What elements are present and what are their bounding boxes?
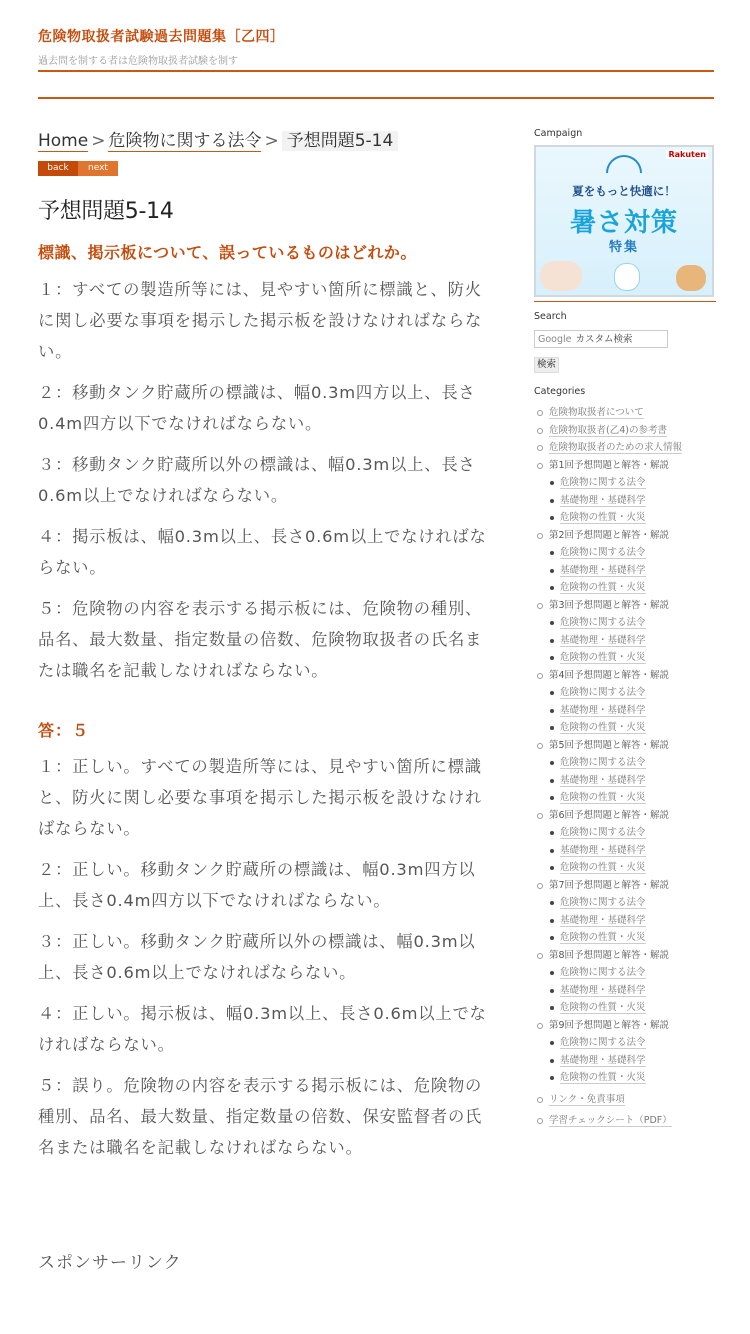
category-subitem-link[interactable]: 危険物に関する法令 (560, 617, 646, 628)
breadcrumb-home-link[interactable]: Home (38, 131, 89, 151)
explanation-3: ３：正しい。移動タンク貯蔵所以外の標識は、幅0.3m以上、長さ0.6m以上でなければならない。 (38, 932, 476, 983)
category-subitem[interactable] (534, 982, 716, 1000)
category-subitem-link[interactable]: 危険物に関する法令 (560, 967, 646, 978)
category-subitem-link[interactable]: 危険物に関する法令 (560, 897, 646, 908)
category-subitem-link[interactable]: 基礎物理・基礎科学 (560, 914, 646, 926)
category-subitem-link[interactable]: 危険物の性質・火災 (560, 792, 646, 803)
sponsor-link-heading: スポンサーリンク (38, 1253, 182, 1273)
post-pager (38, 161, 498, 176)
breadcrumb-separator: > (91, 131, 106, 151)
category-subitem-link[interactable]: 危険物の性質・火災 (560, 932, 646, 943)
category-section[interactable] (534, 947, 716, 965)
category-subitem-link[interactable]: 基礎物理・基礎科学 (560, 774, 646, 786)
category-subitem-link[interactable]: 基礎物理・基礎科学 (560, 704, 646, 716)
category-subitem-link[interactable]: 危険物の性質・火災 (560, 1072, 646, 1083)
category-subitem[interactable] (534, 702, 716, 720)
dog-illustration (676, 265, 706, 291)
back-button[interactable]: back (38, 161, 78, 176)
category-subitem[interactable] (534, 912, 716, 930)
answer-label: 答：５ (38, 721, 90, 741)
categories-list (534, 404, 716, 1130)
category-subitem[interactable] (534, 562, 716, 580)
category-section-label[interactable]: 第1回予想問題と解答・解説 (549, 459, 670, 471)
campaign-banner[interactable] (534, 145, 714, 297)
category-subitem[interactable] (534, 999, 716, 1017)
category-section-label[interactable]: 第4回予想問題と解答・解説 (549, 669, 670, 681)
category-subitem[interactable] (534, 929, 716, 947)
category-section[interactable] (534, 527, 716, 545)
checksheet-pdf-link[interactable]: 学習チェックシート（PDF） (549, 1115, 672, 1126)
category-subitem[interactable] (534, 719, 716, 737)
search-input[interactable] (534, 330, 668, 348)
category-subitem-link[interactable]: 基礎物理・基礎科学 (560, 634, 646, 646)
banner-line-1: 夏をもっと快適に！ (572, 184, 676, 198)
category-section-label[interactable]: 第8回予想問題と解答・解説 (549, 949, 670, 961)
breadcrumb-separator: > (264, 131, 279, 151)
explanation-5: ５：誤り。危険物の内容を表示する掲示板には、危険物の種別、品名、最大数量、指定数量の倍数、保安監督者の氏名または職名を記載しなければならない。 (38, 1076, 483, 1158)
category-section[interactable] (534, 457, 716, 475)
question-text: 標識、掲示板について、誤っているものはどれか。 (38, 243, 417, 262)
category-subitem[interactable] (534, 859, 716, 877)
person-illustration (540, 261, 582, 291)
option-5: ５：危険物の内容を表示する掲示板には、危険物の種別、品名、最大数量、指定数量の倍数、危険物取扱者の氏名または職名を記載しなければならない。 (38, 599, 483, 681)
category-link[interactable]: 危険物取扱者について (549, 407, 644, 418)
category-subitem-link[interactable]: 基礎物理・基礎科学 (560, 564, 646, 576)
category-section-label[interactable]: 第5回予想問題と解答・解説 (549, 739, 670, 751)
category-item[interactable] (534, 1112, 716, 1130)
header-divider-bottom (38, 97, 714, 99)
category-subitem[interactable] (534, 1052, 716, 1070)
category-section[interactable] (534, 737, 716, 755)
bear-icon (614, 263, 640, 291)
rakuten-logo: Rakuten (668, 150, 706, 159)
category-section[interactable] (534, 667, 716, 685)
category-subitem[interactable] (534, 492, 716, 510)
breadcrumb-category-link[interactable]: 危険物に関する法令 (108, 131, 262, 151)
category-subitem-link[interactable]: 危険物に関する法令 (560, 757, 646, 768)
category-subitem-link[interactable]: 基礎物理・基礎科学 (560, 844, 646, 856)
category-section-label[interactable]: 第2回予想問題と解答・解説 (549, 529, 670, 541)
site-title-link[interactable]: 危険物取扱者試験過去問題集［乙四］ (38, 29, 285, 45)
category-subitem[interactable] (534, 544, 716, 562)
category-subitem-link[interactable]: 危険物の性質・火災 (560, 652, 646, 663)
category-section-label[interactable]: 第6回予想問題と解答・解説 (549, 809, 670, 821)
category-subitem-link[interactable]: 危険物の性質・火災 (560, 862, 646, 873)
option-1: １：すべての製造所等には、見やすい箇所に標識と、防火に関し必要な事項を掲示した掲示板を設けなければならない。 (38, 280, 483, 362)
category-section-label[interactable]: 第3回予想問題と解答・解説 (549, 599, 670, 611)
banner-line-2: 暑さ対策 (569, 208, 678, 238)
search-button[interactable]: 検索 (534, 357, 559, 373)
sun-icon (606, 155, 642, 173)
option-3: ３：移動タンク貯蔵所以外の標識は、幅0.3m以上、長さ0.6m以上でなければならない。 (38, 455, 476, 506)
category-subitem[interactable] (534, 1069, 716, 1087)
category-subitem[interactable] (534, 579, 716, 597)
search-placeholder: カスタム検索 (575, 334, 633, 345)
category-subitem[interactable] (534, 894, 716, 912)
option-4: ４：掲示板は、幅0.3m以上、長さ0.6m以上でなければならない。 (38, 527, 487, 578)
category-section[interactable] (534, 597, 716, 615)
category-section-label[interactable]: 第7回予想問題と解答・解説 (549, 879, 670, 891)
category-subitem-link[interactable]: 危険物に関する法令 (560, 1037, 646, 1048)
category-subitem-link[interactable]: 基礎物理・基礎科学 (560, 984, 646, 996)
category-subitem[interactable] (534, 754, 716, 772)
breadcrumb-current: 予想問題5-14 (282, 131, 399, 151)
category-item[interactable] (534, 439, 716, 457)
category-item[interactable] (534, 422, 716, 440)
category-subitem-link[interactable]: 基礎物理・基礎科学 (560, 1054, 646, 1066)
site-header (38, 26, 714, 67)
explanation-2: ２：正しい。移動タンク貯蔵所の標識は、幅0.3m四方以上、長さ0.4m四方以下でなければならない。 (38, 860, 476, 911)
category-subitem-link[interactable]: 危険物の性質・火災 (560, 722, 646, 733)
category-subitem[interactable] (534, 842, 716, 860)
category-subitem[interactable] (534, 824, 716, 842)
banner-line-3: 特集 (608, 240, 639, 255)
category-subitem[interactable] (534, 649, 716, 667)
category-subitem-link[interactable]: 危険物の性質・火災 (560, 582, 646, 593)
category-link[interactable]: 危険物取扱者(乙4)の参考書 (549, 424, 667, 436)
category-subitem[interactable] (534, 474, 716, 492)
categories-widget-title: Categories (534, 386, 586, 397)
category-subitem[interactable] (534, 684, 716, 702)
category-subitem-link[interactable]: 基礎物理・基礎科学 (560, 494, 646, 506)
option-2: ２：移動タンク貯蔵所の標識は、幅0.3m四方以上、長さ0.4m四方以下でなければならない。 (38, 383, 476, 434)
header-divider-top (38, 70, 714, 72)
next-button[interactable]: next (78, 161, 118, 176)
category-item[interactable] (534, 404, 716, 422)
category-subitem-link[interactable]: 危険物に関する法令 (560, 547, 646, 558)
category-subitem[interactable] (534, 789, 716, 807)
category-section[interactable] (534, 807, 716, 825)
category-subitem[interactable] (534, 964, 716, 982)
site-description: 過去問を制する者は危険物取扱者試験を制す (38, 56, 238, 67)
sidebar-divider (534, 301, 716, 302)
category-subitem[interactable] (534, 614, 716, 632)
category-subitem-link[interactable]: 危険物に関する法令 (560, 827, 646, 838)
category-subitem-link[interactable]: 危険物の性質・火災 (560, 1002, 646, 1013)
explanation-1: １：正しい。すべての製造所等には、見やすい箇所に標識と、防火に関し必要な事項を掲示した掲示板を設けなければならない。 (38, 757, 483, 839)
category-subitem-link[interactable]: 危険物に関する法令 (560, 477, 646, 488)
category-subitem-link[interactable]: 危険物に関する法令 (560, 687, 646, 698)
category-link[interactable]: 危険物取扱者のための求人情報 (549, 442, 683, 453)
category-section-label[interactable]: 第9回予想問題と解答・解説 (549, 1019, 670, 1031)
category-item[interactable] (534, 1091, 716, 1109)
category-section[interactable] (534, 877, 716, 895)
category-subitem[interactable] (534, 1034, 716, 1052)
search-widget-title: Search (534, 311, 567, 322)
breadcrumb (38, 126, 498, 151)
category-subitem[interactable] (534, 772, 716, 790)
category-subitem[interactable] (534, 509, 716, 527)
category-subitem[interactable] (534, 632, 716, 650)
campaign-widget-title: Campaign (534, 128, 583, 139)
explanation-4: ４：正しい。掲示板は、幅0.3m以上、長さ0.6m以上でなければならない。 (38, 1004, 487, 1055)
sidebar (534, 128, 716, 1130)
post-title: 予想問題5-14 (38, 199, 174, 224)
google-logo: Google (538, 334, 572, 345)
links-disclaimer-link[interactable]: リンク・免責事項 (549, 1093, 625, 1105)
category-section[interactable] (534, 1017, 716, 1035)
main-content (38, 126, 498, 1163)
category-subitem-link[interactable]: 危険物の性質・火災 (560, 512, 646, 523)
